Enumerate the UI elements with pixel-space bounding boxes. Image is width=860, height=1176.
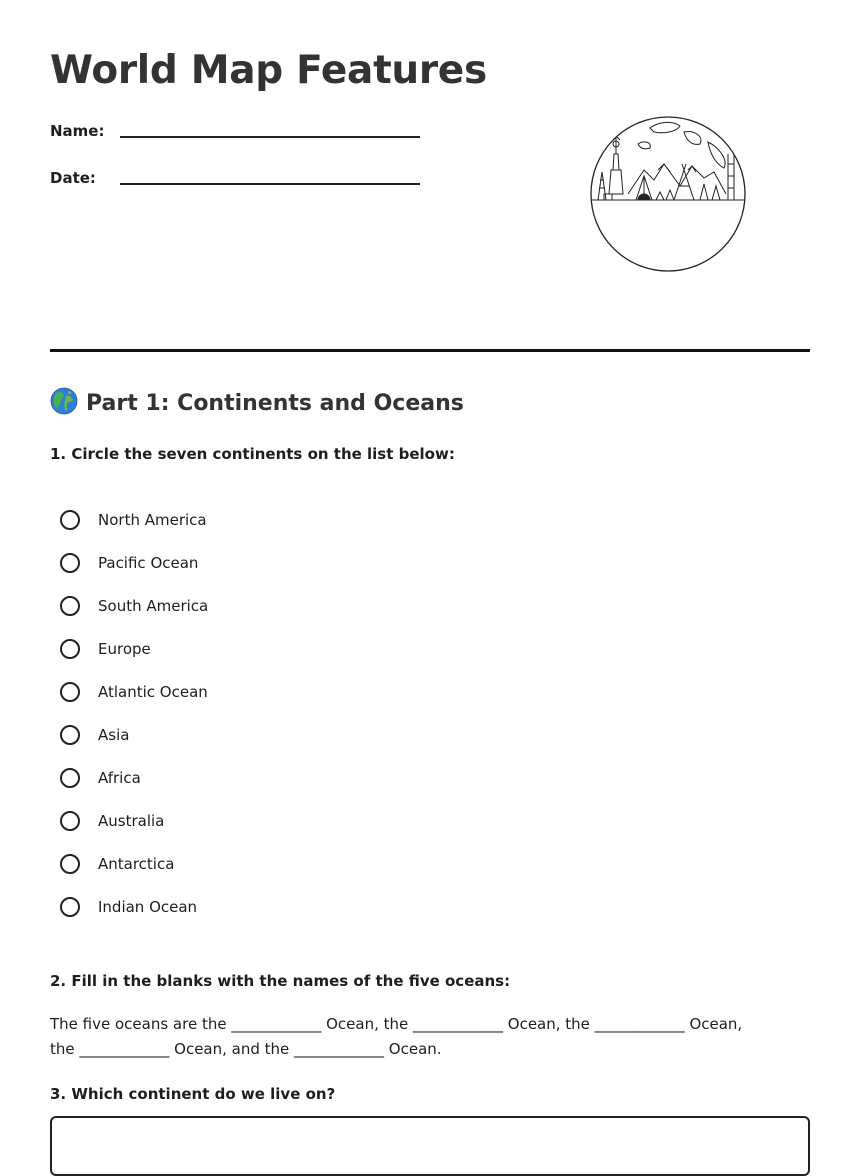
q2-prompt: 2. Fill in the blanks with the names of the five oceans: [50, 972, 511, 990]
option-label: Antarctica [98, 855, 175, 873]
option-item[interactable] [60, 637, 460, 680]
date-label: Date: [50, 169, 96, 187]
option-circle[interactable] [60, 768, 80, 788]
option-label: Africa [98, 769, 141, 787]
option-circle[interactable] [60, 553, 80, 573]
option-label: Europe [98, 640, 151, 658]
name-label: Name: [50, 122, 105, 140]
option-circle[interactable] [60, 682, 80, 702]
part1-title: Part 1: Continents and Oceans [86, 391, 464, 416]
earth-globe-icon [50, 387, 78, 415]
name-field[interactable] [50, 122, 420, 152]
option-circle[interactable] [60, 596, 80, 616]
q1-prompt: 1. Circle the seven continents on the list below: [50, 445, 455, 463]
option-item[interactable] [60, 895, 460, 938]
option-item[interactable] [60, 551, 460, 594]
option-label: North America [98, 511, 207, 529]
q3-answer-box[interactable] [50, 1116, 810, 1176]
option-circle[interactable] [60, 639, 80, 659]
option-label: Atlantic Ocean [98, 683, 208, 701]
option-circle[interactable] [60, 510, 80, 530]
option-circle[interactable] [60, 725, 80, 745]
option-label: Indian Ocean [98, 898, 198, 916]
q3-prompt: 3. Which continent do we live on? [50, 1085, 336, 1103]
date-field[interactable] [50, 169, 420, 199]
option-item[interactable] [60, 766, 460, 809]
date-line[interactable] [120, 183, 420, 185]
option-item[interactable] [60, 852, 460, 895]
option-label: South America [98, 597, 209, 615]
option-item[interactable] [60, 723, 460, 766]
option-circle[interactable] [60, 854, 80, 874]
option-label: Asia [98, 726, 130, 744]
globe-landmarks-icon [588, 114, 748, 274]
option-label: Pacific Ocean [98, 554, 199, 572]
name-line[interactable] [120, 136, 420, 138]
worksheet-title: World Map Features [50, 48, 487, 93]
option-circle[interactable] [60, 811, 80, 831]
option-item[interactable] [60, 594, 460, 637]
option-item[interactable] [60, 680, 460, 723]
continent-options [60, 508, 460, 938]
part1-heading [50, 387, 464, 416]
option-circle[interactable] [60, 897, 80, 917]
q2-fill-in-text: The five oceans are the ____________ Ocean, the ____________ Ocean, the ____________ Ocean, the ____________ Ocean, and the ____________ Ocean. [50, 1015, 743, 1058]
option-item[interactable] [60, 508, 460, 551]
option-item[interactable] [60, 809, 460, 852]
section-divider [50, 349, 810, 352]
option-label: Australia [98, 812, 165, 830]
